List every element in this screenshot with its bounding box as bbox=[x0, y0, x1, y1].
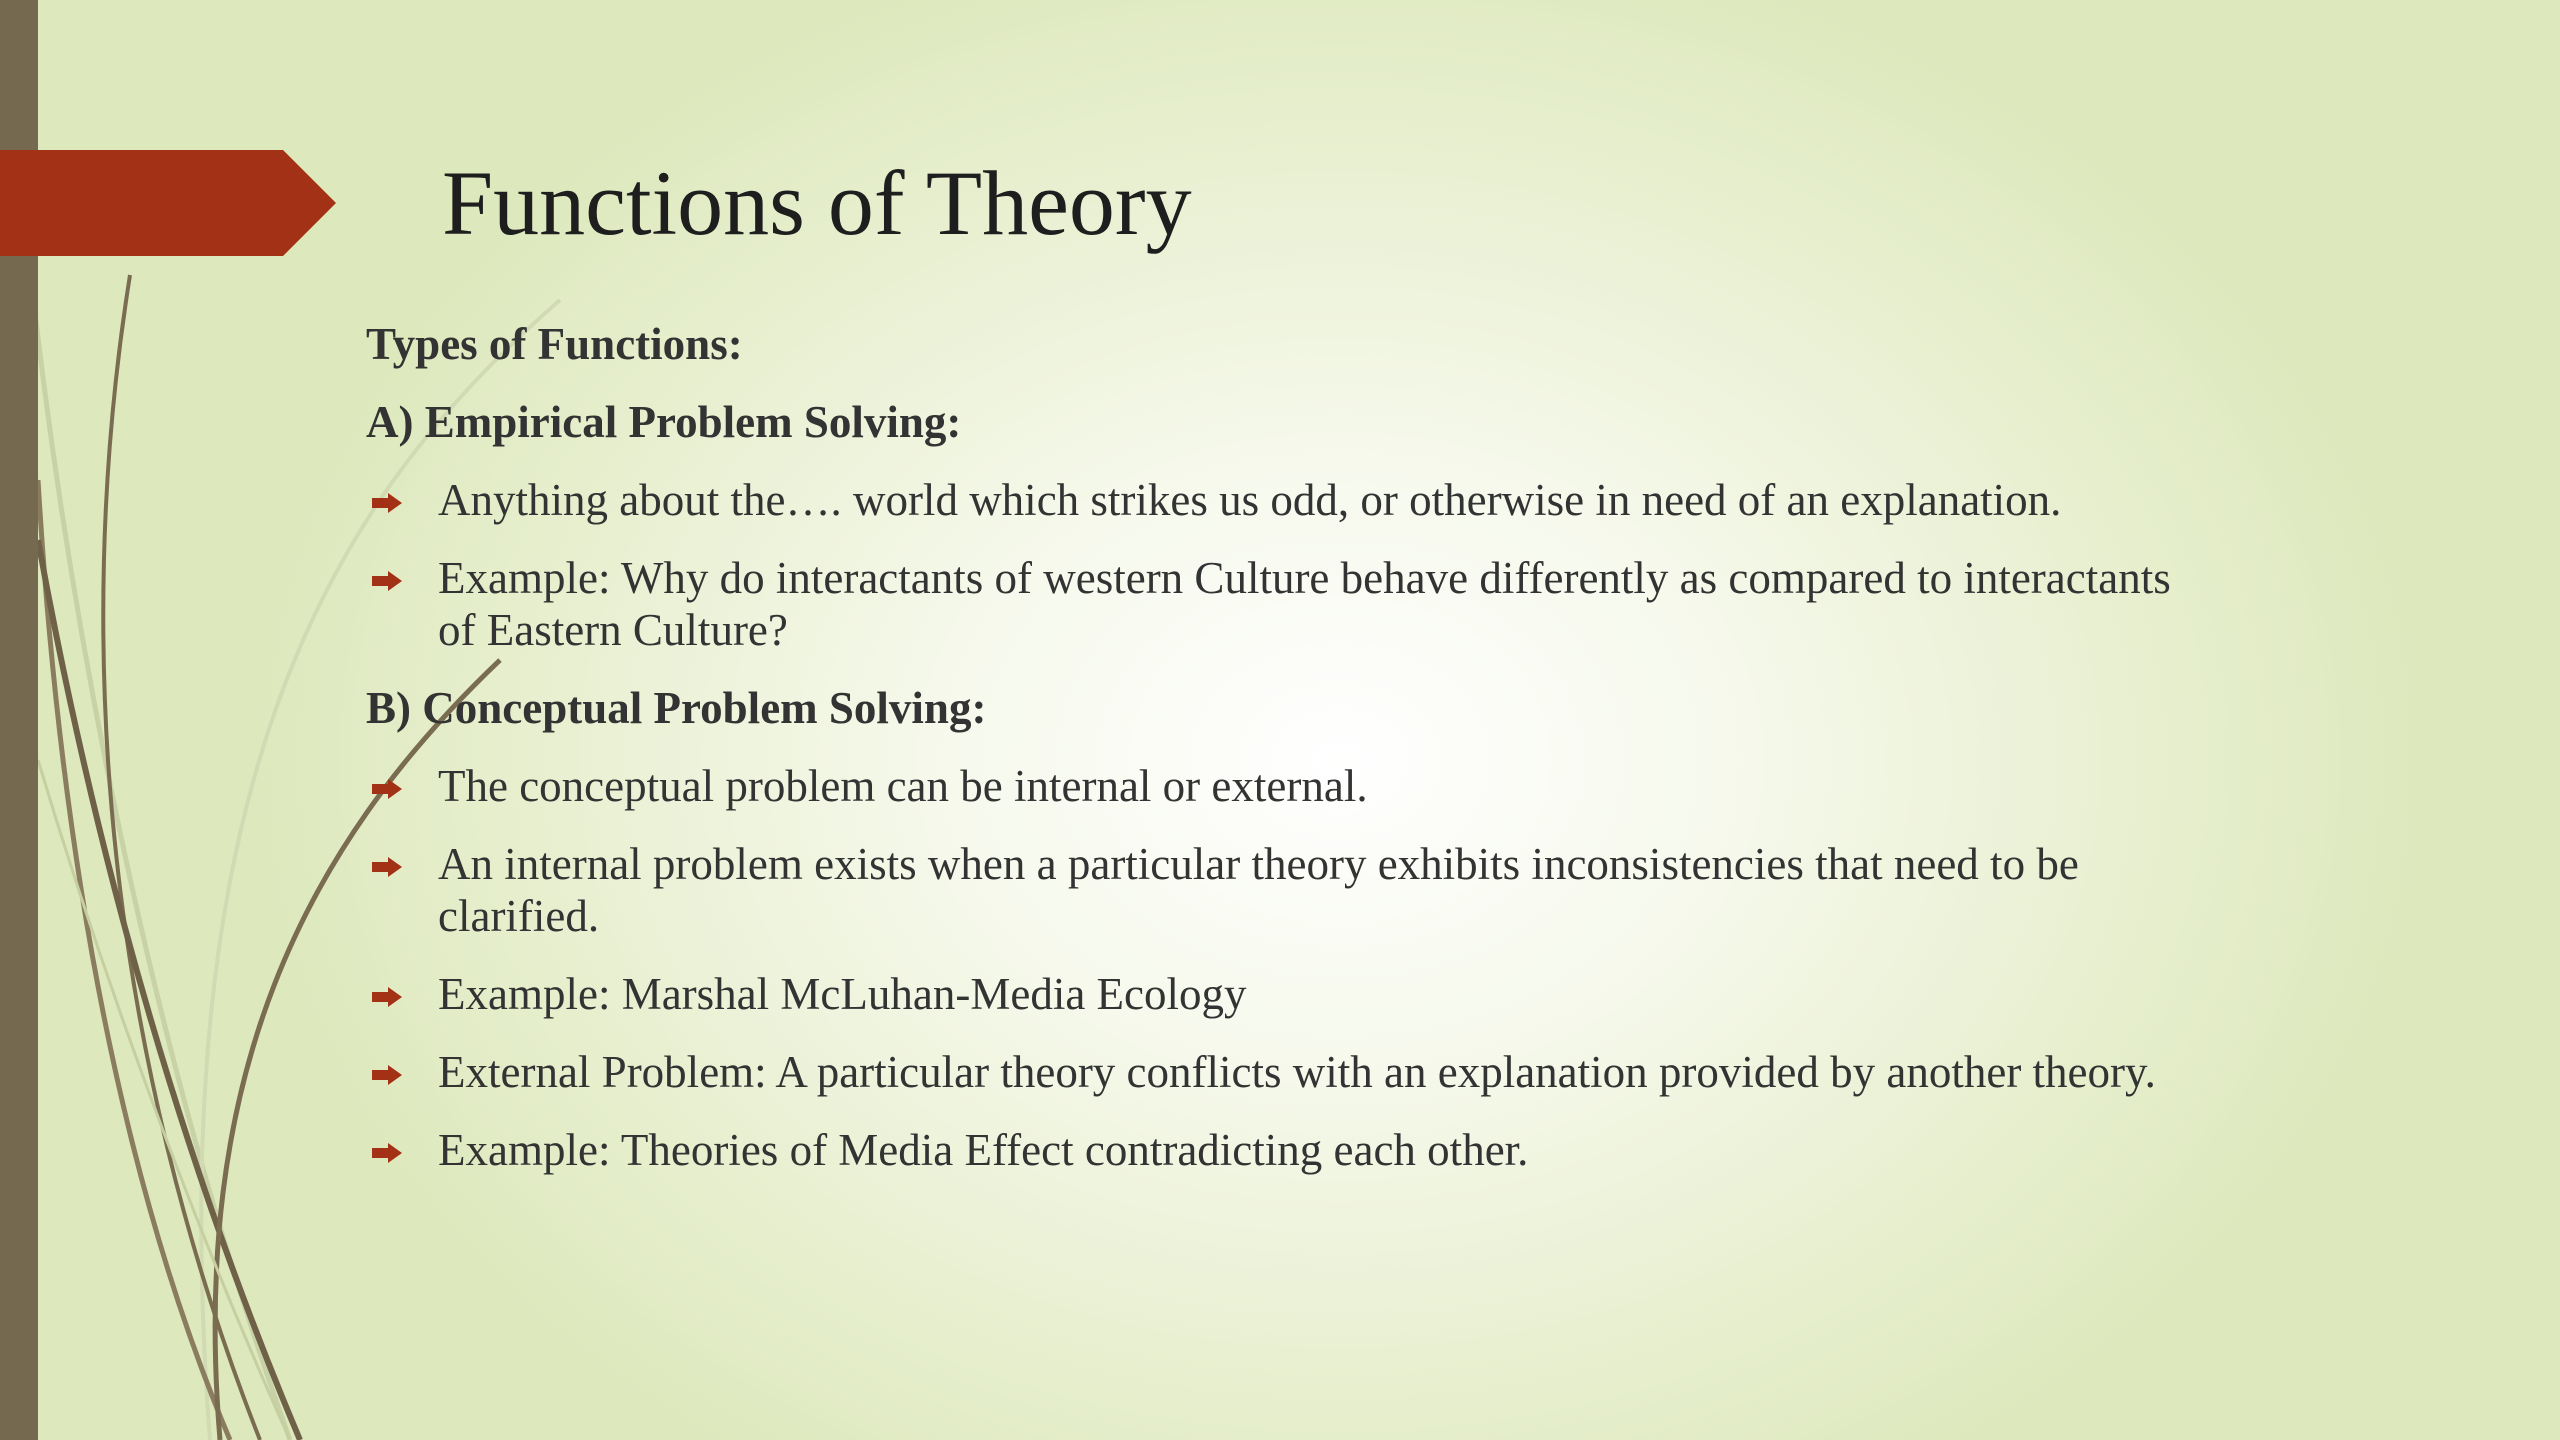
types-heading: Types of Functions: bbox=[366, 319, 743, 369]
bullet-text: Example: Why do interactants of western Culture behave differently as compared to interactants of Eastern Culture? bbox=[438, 553, 2171, 655]
bullet-text: The conceptual problem can be internal or external. bbox=[438, 761, 1368, 811]
bullet-text: Example: Marshal McLuhan-Media Ecology bbox=[438, 969, 1247, 1019]
list-item bbox=[366, 760, 2206, 812]
bullet-text: External Problem: A particular theory conflicts with an explanation provided by another theory. bbox=[438, 1047, 2156, 1097]
list-item bbox=[366, 1046, 2206, 1098]
bullet-text: An internal problem exists when a particular theory exhibits inconsistencies that need to be clarified. bbox=[438, 839, 2079, 941]
arrow-bullet-icon bbox=[370, 986, 404, 1008]
arrow-bullet-icon bbox=[370, 1064, 404, 1086]
title-arrow-shape bbox=[0, 150, 336, 256]
arrow-bullet-icon bbox=[370, 856, 404, 878]
arrow-bullet-icon bbox=[370, 1142, 404, 1164]
section-b-heading: B) Conceptual Problem Solving: bbox=[366, 683, 987, 733]
slide-content bbox=[366, 318, 2206, 1202]
list-item bbox=[366, 838, 2206, 942]
list-item bbox=[366, 1124, 2206, 1176]
bullet-text: Example: Theories of Media Effect contradicting each other. bbox=[438, 1125, 1529, 1175]
list-item bbox=[366, 968, 2206, 1020]
arrow-bullet-icon bbox=[370, 492, 404, 514]
list-item bbox=[366, 552, 2206, 656]
bullet-text: Anything about the…. world which strikes us odd, or otherwise in need of an explanation. bbox=[438, 475, 2062, 525]
arrow-bullet-icon bbox=[370, 570, 404, 592]
arrow-bullet-icon bbox=[370, 778, 404, 800]
list-item bbox=[366, 474, 2206, 526]
slide-title: Functions of Theory bbox=[442, 152, 1192, 254]
section-a-heading: A) Empirical Problem Solving: bbox=[366, 397, 962, 447]
